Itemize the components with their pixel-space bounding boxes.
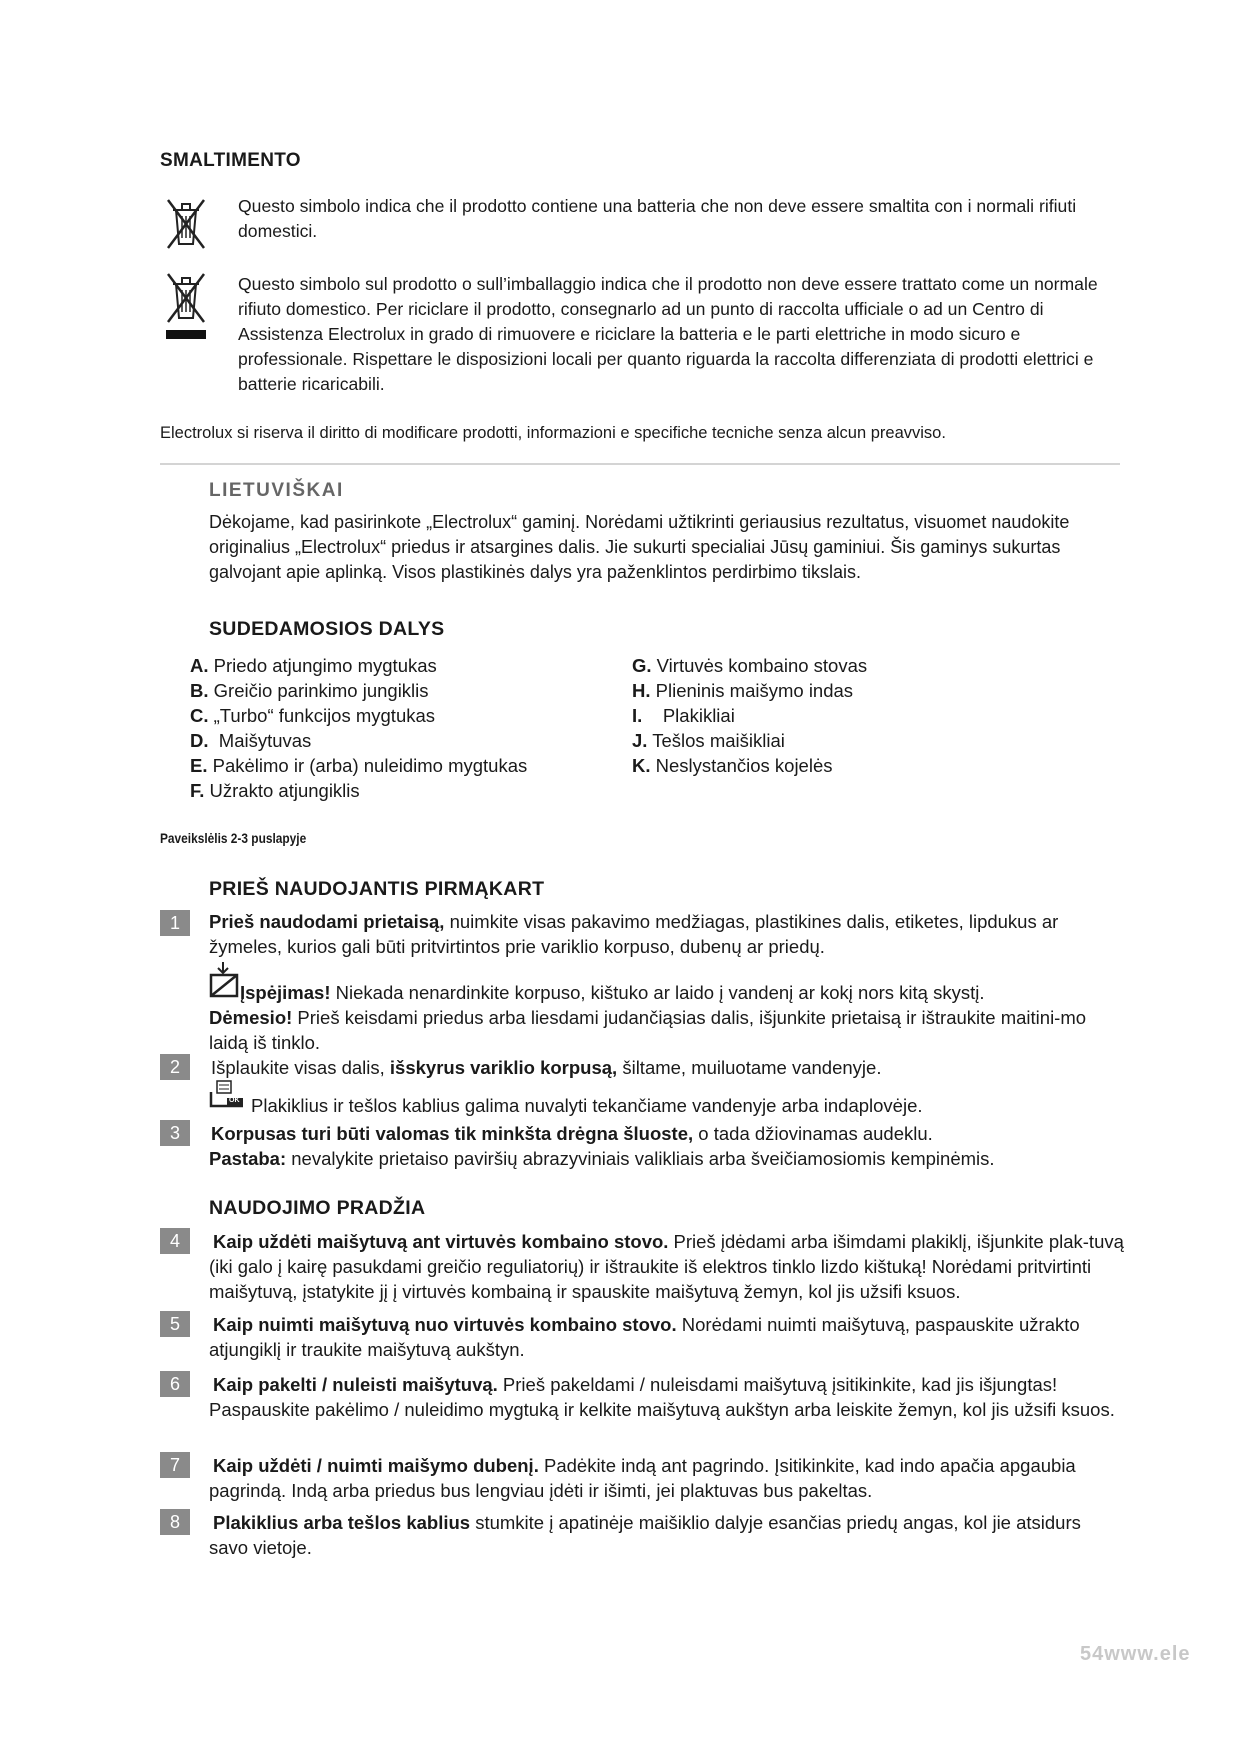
part-item: E. Pakėlimo ir (arba) nuleidimo mygtukas [190,755,528,776]
step-4-text: Kaip uždėti maišytuvą ant virtuvės kombaino stovo. Prieš įdėdami arba išimdami plakiklį, išjunkite plak-tuvą (iki galo į kairę pasukdami greičio reguliatorių) ir ištraukite iš elektros tinklo lizdo kištuką! Norėdami pritvirtinti maišytuvą, įstatykite jį į virtuvės kombainą ir spauskite maišytuvą žemyn, kol jis užsifi ksuos. [209,1231,1124,1302]
step-3-text: Korpusas turi būti valomas tik minkšta drėgna šluoste, o tada džiovinamas audeklu. [211,1123,933,1144]
disposal-battery-text: Questo simbolo indica che il prodotto contiene una batteria che non deve essere smaltita con i normali rifiuti domestici. [238,196,1077,241]
part-item: F. Užrakto atjungiklis [190,780,360,801]
step-number-3: 3 [160,1120,190,1146]
step-8-text: Plakiklius arba tešlos kablius stumkite į apatinėje maišiklio dalyje esančias priedų angas, kol jie atsidurs savo vietoje. [209,1512,1081,1558]
electrolux-disclaimer: Electrolux si riserva il diritto di modificare prodotti, informazioni e specifiche tecniche senza alcun preavviso. [160,424,946,442]
step-number-1: 1 [160,910,190,936]
step-6-text: Kaip pakelti / nuleisti maišytuvą. Prieš pakeldami / nuleisdami maišytuvą įsitikinkite, kad jis išjungtas! Paspauskite pakėlimo / nuleidimo mygtuką ir kelkite maišytuvą aukštyn arba leiskite žemyn, kol jis užsifi ksuos. [209,1374,1115,1420]
intro-paragraph: Dėkojame, kad pasirinkote „Electrolux“ gaminį. Norėdami užtikrinti geriausius rezultatus, visuomet naudokite originalius „Electrolux“ priedus ir atsargines dalis. Jie sukurti specialiai Jūsų gaminiui. Šis gaminys sukurtas galvojant apie aplinką. Visos plastikinės dalys yra paženklintos perdirbimo tikslais. [209,512,1070,582]
section-title-smaltimento: SMALTIMENTO [160,150,301,171]
disposal-weee-text: Questo simbolo sul prodotto o sull’imballaggio indica che il prodotto non deve essere trattato come un normale rifiuto domestico. Per riciclare il prodotto, consegnarlo ad un punto di raccolta ufficiale o ad un Centro di Assistenza Electrolux in grado di rimuovere e riciclare la batteria e le parti elettriche in modo sicuro e professionale. Rispettare le disposizioni locali per quanto riguarda la raccolta differenziata di prodotti elettrici e batterie ricaricabili. [238,274,1098,394]
step-number-5: 5 [160,1311,190,1337]
step-1-text: Prieš naudodami prietaisą, nuimkite visas pakavimo medžiagas, plastikines dalis, etiketes, lipdukus ar žymeles, kurios gali būti pritvirtintos prie variklio korpuso, dubenų ar priedų. [209,911,1059,957]
no-immersion-icon [209,962,241,998]
part-item: D. Maišytuvas [190,730,312,751]
language-title: LIETUVIŠKAI [209,480,344,501]
note-text: Pastaba: nevalykite prietaiso paviršių abrazyviniais valikliais arba šveičiamosiomis kempinėmis. [209,1148,995,1169]
before-use-title: PRIEŠ NAUDOJANTIS PIRMĄKART [209,878,545,900]
part-item: K. Neslystančios kojelės [632,755,833,776]
warning-text: Įspėjimas! Niekada nenardinkite korpuso, kištuko ar laido į vandenį ar kokį nors kitą skystį. [240,982,985,1003]
parts-list-right [632,653,867,778]
part-item: G. Virtuvės kombaino stovas [632,655,868,676]
crossed-bin-bar-icon [166,270,206,342]
parts-list-left [190,653,527,803]
step-5-text: Kaip nuimti maišytuvą nuo virtuvės kombaino stovo. Norėdami nuimti maišytuvą, paspauskite užrakto atjungiklį ir traukite maišytuvą aukštyn. [209,1314,1080,1360]
step-number-7: 7 [160,1452,190,1478]
part-item: I. Plakikliai [632,705,735,726]
dishwasher-safe-icon [209,1080,245,1110]
figure-caption: Paveikslėlis 2-3 puslapyje [160,830,307,846]
dishwasher-text: Plakiklius ir tešlos kablius galima nuvalyti tekančiame vandenyje arba indaplovėje. [251,1095,923,1116]
part-item: C. „Turbo“ funkcijos mygtukas [190,705,436,726]
part-item: A. Priedo atjungimo mygtukas [190,655,437,676]
crossed-bin-icon [166,196,206,250]
step-number-2: 2 [160,1054,190,1080]
part-item: J. Tešlos maišikliai [632,730,785,751]
dishwasher-ok-badge: OK [229,1097,240,1104]
step-2-text: Išplaukite visas dalis, išskyrus variklio korpusą, šiltame, muiluotame vandenyje. [211,1057,882,1078]
parts-title: SUDEDAMOSIOS DALYS [209,618,445,640]
part-item: H. Plieninis maišymo indas [632,680,854,701]
step-7-text: Kaip uždėti / nuimti maišymo dubenį. Padėkite indą ant pagrindo. Įsitikinkite, kad indo apačia apgaubia pagrindą. Indą arba priedus bus lengviau įdėti ir išimti, jei plaktuvas bus pakeltas. [209,1455,1076,1501]
page-number-footer: 54www.ele [1080,1643,1191,1665]
step-number-4: 4 [160,1228,190,1254]
step-number-6: 6 [160,1371,190,1397]
getting-started-title: NAUDOJIMO PRADŽIA [209,1197,426,1219]
section-divider [160,463,1120,465]
part-item: B. Greičio parinkimo jungiklis [190,680,429,701]
step-number-8: 8 [160,1509,190,1535]
attention-text: Dėmesio! Prieš keisdami priedus arba liesdami judančiąsias dalis, išjunkite prietaisą ir ištraukite maitini-mo laidą iš tinklo. [209,1007,1087,1053]
